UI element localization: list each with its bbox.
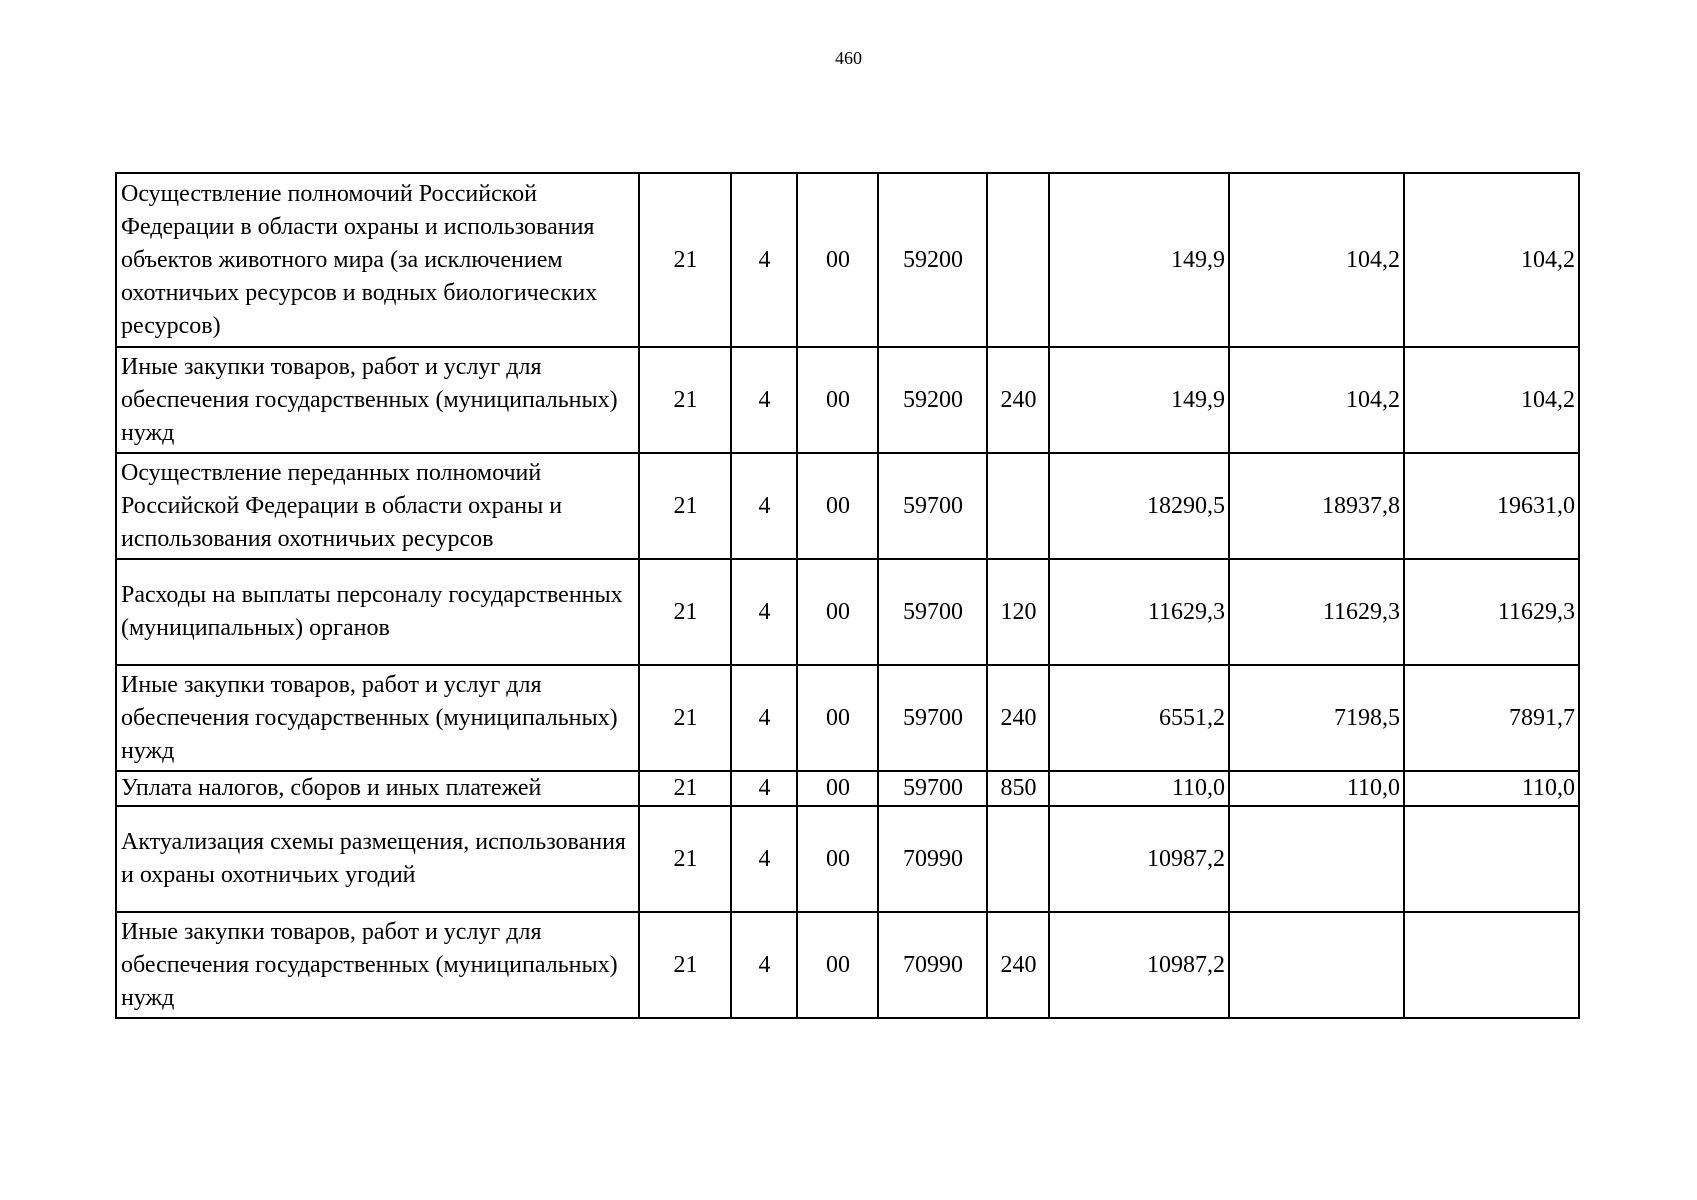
cell-napr: 59200 — [878, 173, 987, 347]
cell-year1: 149,9 — [1049, 173, 1229, 347]
cell-vr — [987, 806, 1049, 912]
cell-gp: 21 — [639, 665, 731, 771]
cell-om: 00 — [797, 806, 878, 912]
cell-pp: 4 — [731, 559, 797, 665]
cell-year2 — [1229, 912, 1404, 1018]
row-name: Актуализация схемы размещения, использования и охраны охотничьих угодий — [116, 806, 639, 912]
cell-napr: 59700 — [878, 665, 987, 771]
table-row — [116, 806, 1579, 912]
cell-om: 00 — [797, 771, 878, 806]
cell-year2: 11629,3 — [1229, 559, 1404, 665]
cell-vr: 240 — [987, 912, 1049, 1018]
cell-om: 00 — [797, 453, 878, 559]
row-name: Расходы на выплаты персоналу государственных (муниципальных) органов — [116, 559, 639, 665]
row-name: Иные закупки товаров, работ и услуг для обеспечения государственных (муниципальных) нужд — [116, 347, 639, 453]
cell-om: 00 — [797, 912, 878, 1018]
cell-gp: 21 — [639, 559, 731, 665]
cell-year2 — [1229, 806, 1404, 912]
budget-table — [115, 172, 1580, 1019]
cell-vr: 120 — [987, 559, 1049, 665]
cell-om: 00 — [797, 173, 878, 347]
cell-vr — [987, 173, 1049, 347]
cell-year3: 110,0 — [1404, 771, 1579, 806]
table-row — [116, 665, 1579, 771]
cell-year1: 10987,2 — [1049, 912, 1229, 1018]
cell-year3: 11629,3 — [1404, 559, 1579, 665]
cell-year1: 11629,3 — [1049, 559, 1229, 665]
cell-pp: 4 — [731, 453, 797, 559]
row-name: Осуществление полномочий Российской Федерации в области охраны и использования объектов животного мира (за исключением охотничьих ресурсов и водных биологических ресурсов) — [116, 173, 639, 347]
cell-om: 00 — [797, 665, 878, 771]
cell-pp: 4 — [731, 347, 797, 453]
cell-year3: 104,2 — [1404, 173, 1579, 347]
cell-napr: 70990 — [878, 912, 987, 1018]
cell-gp: 21 — [639, 806, 731, 912]
table-row — [116, 347, 1579, 453]
cell-gp: 21 — [639, 347, 731, 453]
cell-om: 00 — [797, 559, 878, 665]
table-row — [116, 173, 1579, 347]
cell-year3: 7891,7 — [1404, 665, 1579, 771]
cell-om: 00 — [797, 347, 878, 453]
cell-year2: 110,0 — [1229, 771, 1404, 806]
cell-pp: 4 — [731, 665, 797, 771]
cell-napr: 59700 — [878, 771, 987, 806]
cell-napr: 59700 — [878, 559, 987, 665]
cell-year1: 149,9 — [1049, 347, 1229, 453]
cell-year2: 7198,5 — [1229, 665, 1404, 771]
cell-year3 — [1404, 806, 1579, 912]
cell-vr: 850 — [987, 771, 1049, 806]
cell-year3: 104,2 — [1404, 347, 1579, 453]
cell-year1: 10987,2 — [1049, 806, 1229, 912]
cell-year2: 18937,8 — [1229, 453, 1404, 559]
cell-pp: 4 — [731, 173, 797, 347]
table-row — [116, 771, 1579, 806]
cell-napr: 70990 — [878, 806, 987, 912]
cell-napr: 59200 — [878, 347, 987, 453]
cell-napr: 59700 — [878, 453, 987, 559]
table-row — [116, 559, 1579, 665]
cell-vr: 240 — [987, 347, 1049, 453]
cell-year1: 110,0 — [1049, 771, 1229, 806]
row-name: Уплата налогов, сборов и иных платежей — [116, 771, 639, 806]
cell-gp: 21 — [639, 453, 731, 559]
cell-year2: 104,2 — [1229, 173, 1404, 347]
cell-year1: 18290,5 — [1049, 453, 1229, 559]
page-number: 460 — [835, 48, 862, 68]
cell-vr: 240 — [987, 665, 1049, 771]
row-name: Иные закупки товаров, работ и услуг для обеспечения государственных (муниципальных) нужд — [116, 665, 639, 771]
table-row — [116, 912, 1579, 1018]
cell-pp: 4 — [731, 912, 797, 1018]
cell-year2: 104,2 — [1229, 347, 1404, 453]
cell-gp: 21 — [639, 173, 731, 347]
cell-year1: 6551,2 — [1049, 665, 1229, 771]
cell-gp: 21 — [639, 912, 731, 1018]
table-row — [116, 453, 1579, 559]
cell-year3 — [1404, 912, 1579, 1018]
row-name: Иные закупки товаров, работ и услуг для обеспечения государственных (муниципальных) нужд — [116, 912, 639, 1018]
cell-gp: 21 — [639, 771, 731, 806]
cell-pp: 4 — [731, 806, 797, 912]
row-name: Осуществление переданных полномочий Российской Федерации в области охраны и использования охотничьих ресурсов — [116, 453, 639, 559]
cell-pp: 4 — [731, 771, 797, 806]
cell-vr — [987, 453, 1049, 559]
cell-year3: 19631,0 — [1404, 453, 1579, 559]
